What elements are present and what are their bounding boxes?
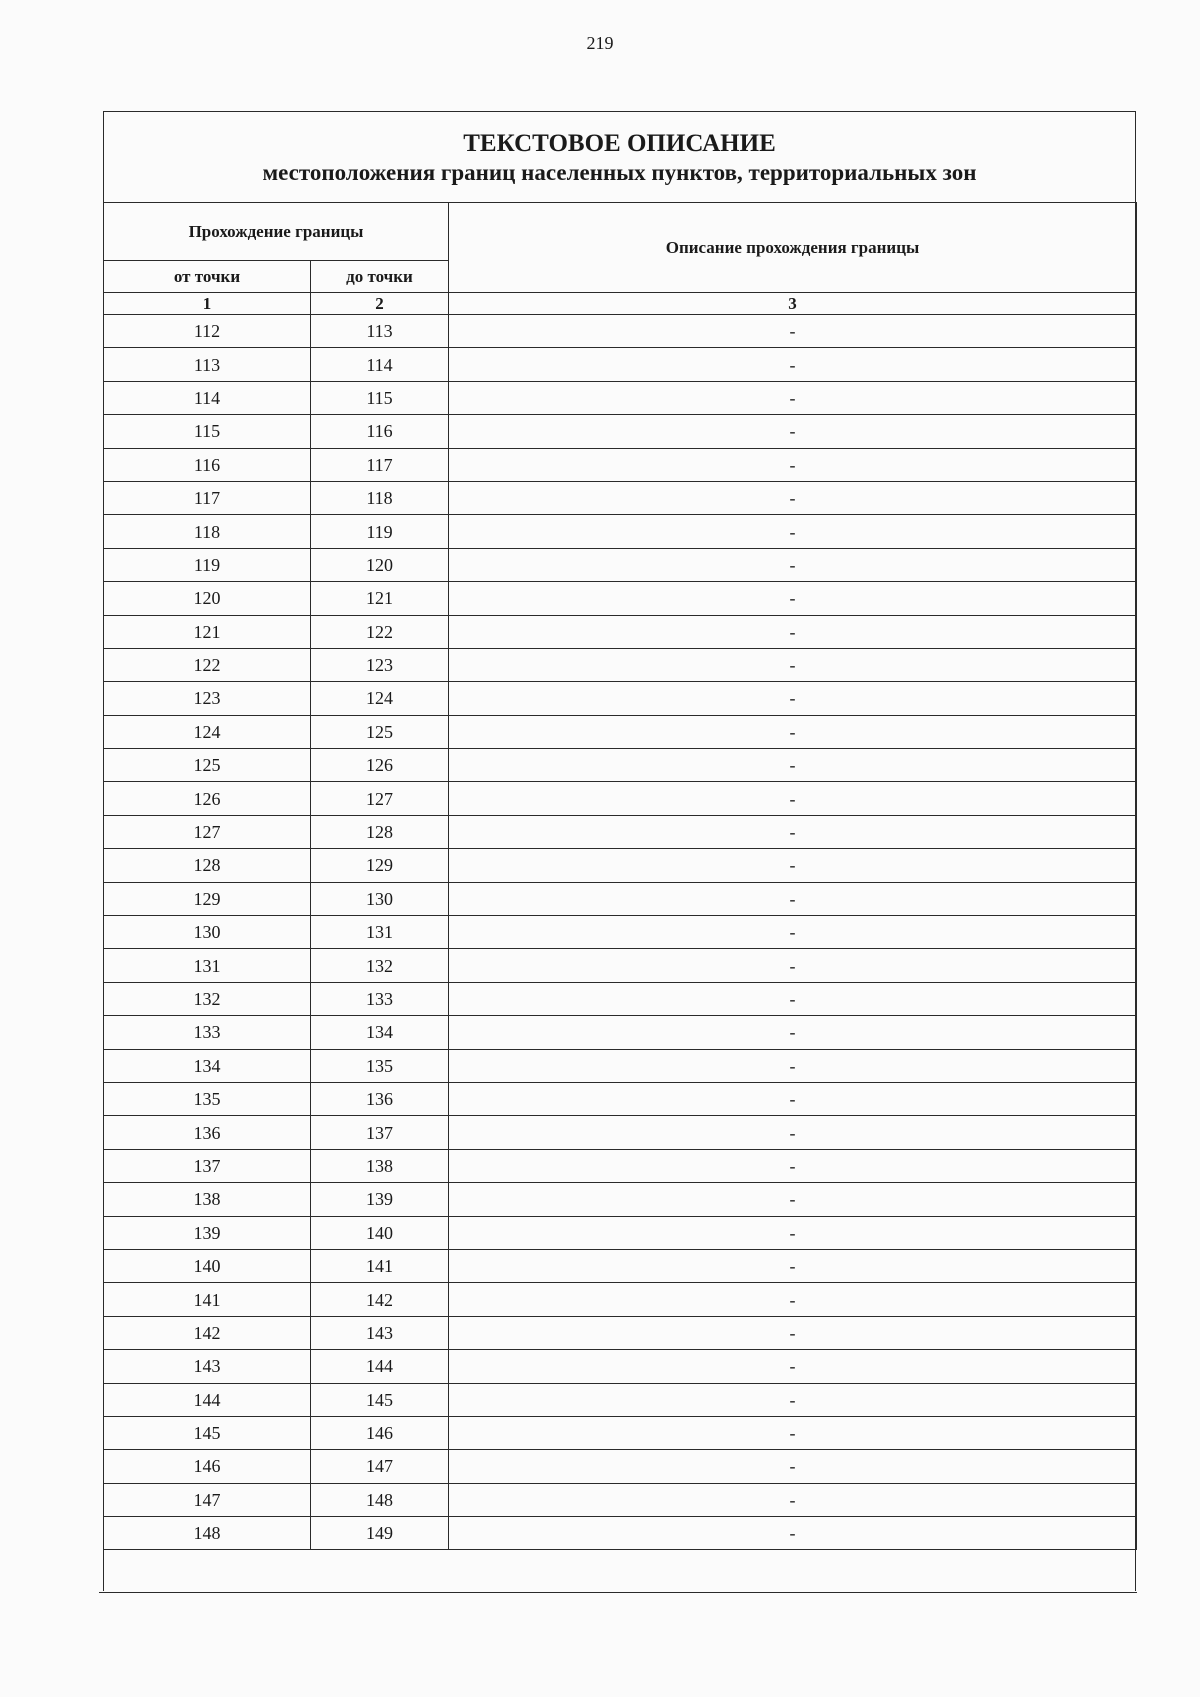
from-point-cell: 126 — [104, 782, 311, 815]
to-point-cell: 142 — [311, 1283, 449, 1316]
table-row — [104, 348, 1137, 381]
column-number: 3 — [449, 293, 1137, 315]
description-cell: - — [449, 1249, 1137, 1282]
table-row — [104, 1116, 1137, 1149]
from-point-cell: 117 — [104, 481, 311, 514]
table-row — [104, 1350, 1137, 1383]
table-row — [104, 1416, 1137, 1449]
from-point-cell: 144 — [104, 1383, 311, 1416]
from-point-cell: 145 — [104, 1416, 311, 1449]
to-point-cell: 116 — [311, 415, 449, 448]
description-cell: - — [449, 882, 1137, 915]
table-row — [104, 615, 1137, 648]
table-row — [104, 916, 1137, 949]
table-row — [104, 1316, 1137, 1349]
description-cell: - — [449, 1149, 1137, 1182]
description-cell: - — [449, 1383, 1137, 1416]
to-point-cell: 138 — [311, 1149, 449, 1182]
to-point-cell: 143 — [311, 1316, 449, 1349]
table-row — [104, 1483, 1137, 1516]
table-row — [104, 849, 1137, 882]
to-point-cell: 120 — [311, 548, 449, 581]
table-row — [104, 481, 1137, 514]
from-point-cell: 136 — [104, 1116, 311, 1149]
table-row — [104, 1149, 1137, 1182]
table-row — [104, 448, 1137, 481]
from-point-cell: 114 — [104, 381, 311, 414]
to-point-cell: 129 — [311, 849, 449, 882]
description-cell: - — [449, 1216, 1137, 1249]
from-point-cell: 140 — [104, 1249, 311, 1282]
column-number: 1 — [104, 293, 311, 315]
to-point-cell: 139 — [311, 1183, 449, 1216]
from-point-cell: 148 — [104, 1517, 311, 1550]
from-point-cell: 115 — [104, 415, 311, 448]
description-cell: - — [449, 849, 1137, 882]
description-cell: - — [449, 582, 1137, 615]
table-row — [104, 882, 1137, 915]
table-row — [104, 1183, 1137, 1216]
from-point-cell: 134 — [104, 1049, 311, 1082]
table-row — [104, 548, 1137, 581]
from-point-cell: 137 — [104, 1149, 311, 1182]
description-cell: - — [449, 1049, 1137, 1082]
to-point-cell: 114 — [311, 348, 449, 381]
to-point-cell: 133 — [311, 982, 449, 1015]
to-point-cell: 149 — [311, 1517, 449, 1550]
from-point-cell: 133 — [104, 1016, 311, 1049]
page-number: 219 — [586, 33, 614, 53]
from-point-cell: 129 — [104, 882, 311, 915]
to-point-cell: 132 — [311, 949, 449, 982]
from-point-cell: 122 — [104, 648, 311, 681]
from-point-cell: 132 — [104, 982, 311, 1015]
description-cell: - — [449, 648, 1137, 681]
to-point-cell: 140 — [311, 1216, 449, 1249]
to-point-cell: 135 — [311, 1049, 449, 1082]
description-cell: - — [449, 1116, 1137, 1149]
description-cell: - — [449, 1016, 1137, 1049]
to-point-cell: 122 — [311, 615, 449, 648]
from-point-cell: 146 — [104, 1450, 311, 1483]
table-row — [104, 982, 1137, 1015]
table-row — [104, 949, 1137, 982]
table-row — [104, 1450, 1137, 1483]
from-point-cell: 138 — [104, 1183, 311, 1216]
to-point-cell: 128 — [311, 815, 449, 848]
description-cell: - — [449, 548, 1137, 581]
table-row — [104, 1049, 1137, 1082]
table-row — [104, 1016, 1137, 1049]
table-row — [104, 648, 1137, 681]
table-row — [104, 381, 1137, 414]
to-point-cell: 144 — [311, 1350, 449, 1383]
from-point-cell: 113 — [104, 348, 311, 381]
description-cell: - — [449, 1483, 1137, 1516]
description-cell: - — [449, 682, 1137, 715]
table-row — [104, 415, 1137, 448]
header-from-point: от точки — [104, 261, 311, 293]
description-cell: - — [449, 415, 1137, 448]
from-point-cell: 125 — [104, 749, 311, 782]
description-cell: - — [449, 1283, 1137, 1316]
description-cell: - — [449, 815, 1137, 848]
description-cell: - — [449, 615, 1137, 648]
from-point-cell: 128 — [104, 849, 311, 882]
from-point-cell: 142 — [104, 1316, 311, 1349]
description-cell: - — [449, 1350, 1137, 1383]
to-point-cell: 141 — [311, 1249, 449, 1282]
to-point-cell: 148 — [311, 1483, 449, 1516]
to-point-cell: 118 — [311, 481, 449, 514]
description-cell: - — [449, 348, 1137, 381]
table-row — [104, 515, 1137, 548]
document-title — [104, 112, 1135, 204]
to-point-cell: 113 — [311, 315, 449, 348]
description-cell: - — [449, 381, 1137, 414]
to-point-cell: 134 — [311, 1016, 449, 1049]
table-row — [104, 715, 1137, 748]
from-point-cell: 120 — [104, 582, 311, 615]
description-cell: - — [449, 1416, 1137, 1449]
description-cell: - — [449, 481, 1137, 514]
description-cell: - — [449, 982, 1137, 1015]
description-cell: - — [449, 1183, 1137, 1216]
description-cell: - — [449, 1082, 1137, 1115]
table-row — [104, 1383, 1137, 1416]
bottom-rule — [99, 1592, 1137, 1593]
to-point-cell: 145 — [311, 1383, 449, 1416]
header-to-point: до точки — [311, 261, 449, 293]
to-point-cell: 125 — [311, 715, 449, 748]
boundary-table — [103, 202, 1137, 1550]
to-point-cell: 119 — [311, 515, 449, 548]
title-line-1: ТЕКСТОВОЕ ОПИСАНИЕ — [463, 130, 776, 157]
from-point-cell: 131 — [104, 949, 311, 982]
to-point-cell: 136 — [311, 1082, 449, 1115]
column-number: 2 — [311, 293, 449, 315]
from-point-cell: 118 — [104, 515, 311, 548]
description-cell: - — [449, 715, 1137, 748]
to-point-cell: 115 — [311, 381, 449, 414]
description-cell: - — [449, 916, 1137, 949]
from-point-cell: 119 — [104, 548, 311, 581]
table-row — [104, 749, 1137, 782]
table-row — [104, 582, 1137, 615]
description-cell: - — [449, 1316, 1137, 1349]
to-point-cell: 146 — [311, 1416, 449, 1449]
from-point-cell: 116 — [104, 448, 311, 481]
from-point-cell: 130 — [104, 916, 311, 949]
from-point-cell: 139 — [104, 1216, 311, 1249]
from-point-cell: 123 — [104, 682, 311, 715]
description-cell: - — [449, 515, 1137, 548]
header-boundary-passage: Прохождение границы — [104, 203, 449, 261]
from-point-cell: 135 — [104, 1082, 311, 1115]
to-point-cell: 121 — [311, 582, 449, 615]
table-row — [104, 1216, 1137, 1249]
table-row — [104, 1517, 1137, 1550]
from-point-cell: 112 — [104, 315, 311, 348]
title-line-2: местоположения границ населенных пунктов, территориальных зон — [262, 160, 977, 185]
from-point-cell: 143 — [104, 1350, 311, 1383]
table-row — [104, 315, 1137, 348]
table-row — [104, 1283, 1137, 1316]
to-point-cell: 127 — [311, 782, 449, 815]
to-point-cell: 117 — [311, 448, 449, 481]
description-cell: - — [449, 749, 1137, 782]
description-cell: - — [449, 448, 1137, 481]
description-cell: - — [449, 315, 1137, 348]
table-row — [104, 1082, 1137, 1115]
table-row — [104, 815, 1137, 848]
table-row — [104, 1249, 1137, 1282]
from-point-cell: 141 — [104, 1283, 311, 1316]
to-point-cell: 131 — [311, 916, 449, 949]
to-point-cell: 147 — [311, 1450, 449, 1483]
description-cell: - — [449, 1450, 1137, 1483]
to-point-cell: 130 — [311, 882, 449, 915]
description-cell: - — [449, 782, 1137, 815]
to-point-cell: 123 — [311, 648, 449, 681]
header-description: Описание прохождения границы — [449, 203, 1137, 293]
to-point-cell: 124 — [311, 682, 449, 715]
to-point-cell: 137 — [311, 1116, 449, 1149]
table-row — [104, 782, 1137, 815]
to-point-cell: 126 — [311, 749, 449, 782]
from-point-cell: 147 — [104, 1483, 311, 1516]
from-point-cell: 127 — [104, 815, 311, 848]
from-point-cell: 121 — [104, 615, 311, 648]
description-cell: - — [449, 949, 1137, 982]
table-row — [104, 682, 1137, 715]
from-point-cell: 124 — [104, 715, 311, 748]
description-cell: - — [449, 1517, 1137, 1550]
